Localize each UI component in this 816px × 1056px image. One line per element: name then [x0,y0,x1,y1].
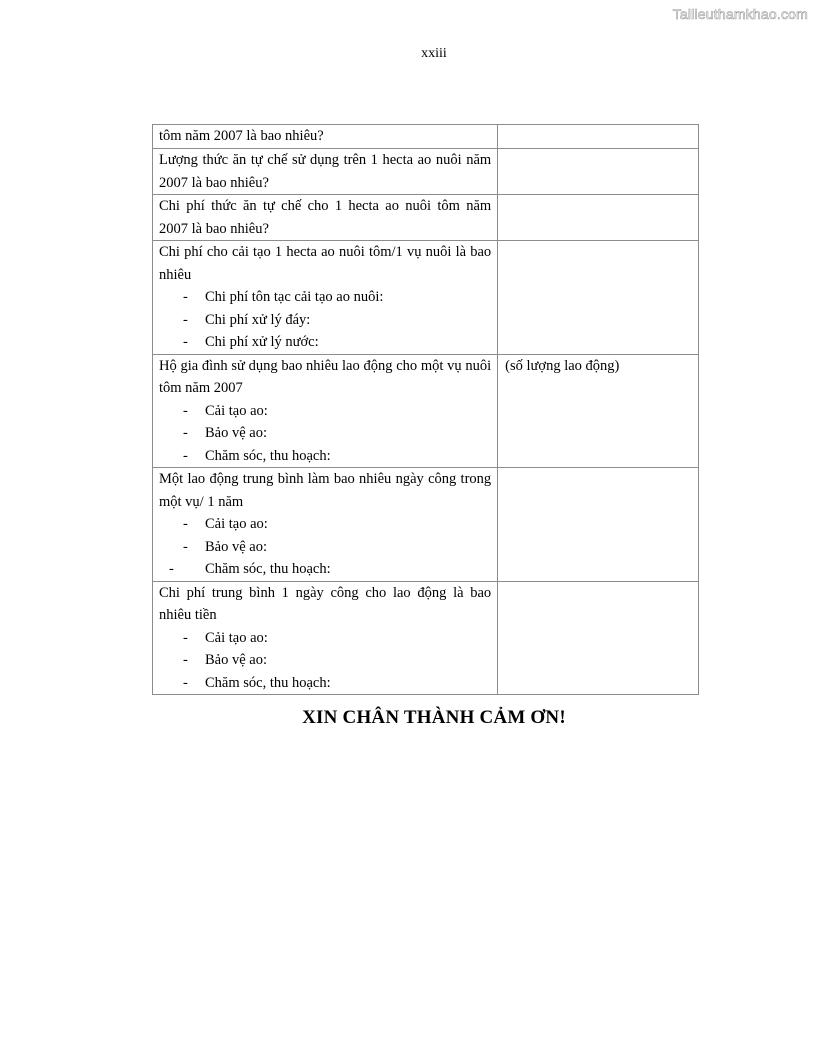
question-cell [153,354,498,468]
table-row [153,581,699,695]
question-cell [153,125,498,149]
sub-item [159,309,491,332]
sub-item-label: Bảo vệ ao: [205,652,268,668]
sub-item-label: Cải tạo ao: [205,516,268,532]
dash-bullet: - [183,674,188,691]
watermark-text: Tailieuthamkhao.com [672,6,808,22]
dash-bullet: - [183,289,188,305]
sub-item [159,627,491,650]
dash-bullet: - [183,402,188,419]
answer-cell [498,195,699,241]
sub-item-label: Bảo vệ ao: [205,538,268,555]
sub-item-label: Chi phí xử lý nước: [205,334,319,350]
sub-item-label: Cải tạo ao: [205,402,268,419]
question-cell [153,195,498,241]
dash-bullet: - [183,629,188,646]
dash-bullet: - [183,538,188,555]
answer-cell [498,149,699,195]
sub-item [159,513,491,536]
answer-cell [498,241,699,355]
table-row [153,195,699,241]
sub-item [159,558,491,581]
sub-item-label: Chăm sóc, thu hoạch: [205,561,331,577]
answer-cell [498,125,699,149]
table-row [153,241,699,355]
sub-item [159,286,491,309]
sub-item-label: Chi phí tôn tạc cải tạo ao nuôi: [205,289,384,305]
table-row [153,354,699,468]
sub-item [159,331,491,354]
sub-item [159,400,491,423]
question-cell [153,149,498,195]
sub-item-label: Chăm sóc, thu hoạch: [205,447,331,464]
sub-item-label: Chi phí xử lý đáy: [205,311,311,328]
dash-bullet: - [169,561,174,577]
table-row [153,468,699,582]
page-number: xxiii [421,46,447,61]
answer-cell [498,468,699,582]
dash-bullet: - [183,652,188,668]
question-cell [153,581,498,695]
question-text: Một lao động trung bình làm bao nhiêu ngày công trong một vụ/ 1 năm [159,471,492,510]
sub-item [159,445,491,468]
sub-item [159,672,491,695]
answer-cell: (số lượng lao động) [498,354,699,468]
dash-bullet: - [183,425,188,441]
question-text: tôm năm 2007 là bao nhiêu? [159,128,324,144]
closing-heading: XIN CHÂN THÀNH CẢM ƠN! [302,707,566,728]
question-text: Lượng thức ăn tự chế sử dụng trên 1 hecta ao nuôi năm 2007 là bao nhiêu? [159,152,492,191]
question-text: Chi phí cho cải tạo 1 hecta ao nuôi tôm/1 vụ nuôi là bao nhiêu [159,244,492,283]
question-text: Chi phí thức ăn tự chế cho 1 hecta ao nuôi tôm năm 2007 là bao nhiêu? [159,198,492,237]
sub-item-label: Chăm sóc, thu hoạch: [205,674,331,691]
table-row [153,125,699,149]
dash-bullet: - [183,516,188,532]
answer-cell [498,581,699,695]
sub-item [159,536,491,559]
sub-item-label: Cải tạo ao: [205,629,268,646]
question-cell [153,241,498,355]
question-cell [153,468,498,582]
question-text: Hộ gia đình sử dụng bao nhiêu lao động cho một vụ nuôi tôm năm 2007 [159,357,492,396]
sub-item-label: Bảo vệ ao: [205,425,268,441]
sub-item [159,422,491,445]
survey-table [152,124,699,695]
table-row [153,149,699,195]
dash-bullet: - [183,311,188,328]
dash-bullet: - [183,334,188,350]
dash-bullet: - [183,447,188,464]
sub-item [159,649,491,672]
question-text: Chi phí trung bình 1 ngày công cho lao động là bao nhiêu tiền [159,584,492,623]
